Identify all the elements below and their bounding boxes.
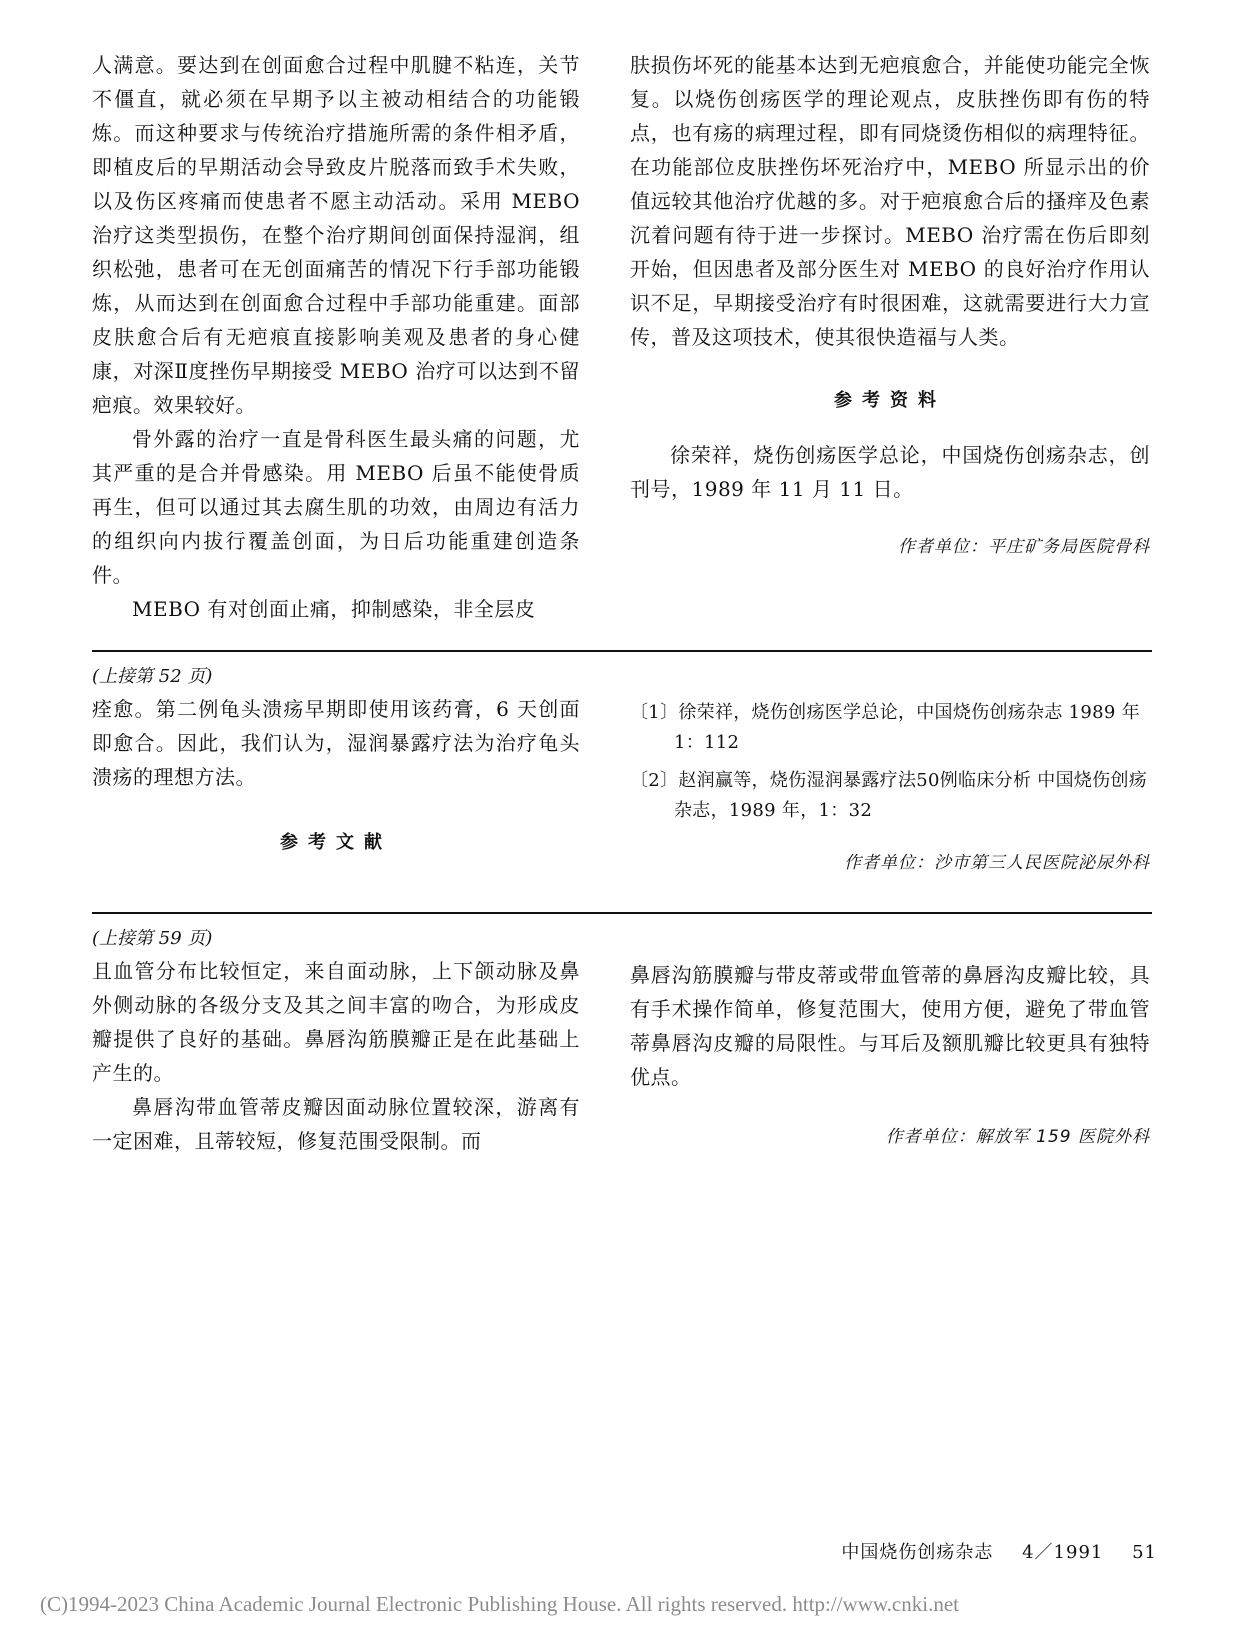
section3-right-column	[630, 958, 1150, 1147]
journal-name: 中国烧伤创疡杂志	[841, 1542, 994, 1563]
section2-left-column	[92, 662, 580, 854]
references-heading: 参考资料	[834, 390, 946, 411]
body-paragraph: 且血管分布比较恒定，来自面动脉，上下颌动脉及鼻外侧动脉的各级分支及其之间丰富的吻合，为形成皮瓣提供了良好的基础。鼻唇沟筋膜瓣正是在此基础上产生的。	[92, 959, 580, 1085]
page-footer	[819, 1538, 1157, 1564]
body-paragraph: 肤损伤坏死的能基本达到无疤痕愈合，并能使功能完全恢复。以烧伤创疡医学的理论观点，皮肤挫伤即有伤的特点，也有疡的病理过程，即有同烧烫伤相似的病理特征。在功能部位皮肤挫伤坏死治疗中，MEBO 所显示出的价值远较其他治疗优越的多。对于疤痕愈合后的搔痒及色素沉着问题有待于进一步探讨。MEBO 治疗需在伤后即刻开始，但因患者及部分医生对 MEBO 的良好治疗作用认识不足，早期接受治疗有时很困难，这就需要进行大力宣传，普及这项技术，使其很快造福与人类。	[630, 53, 1150, 349]
page-number: 51	[1132, 1542, 1157, 1563]
body-paragraph: 人满意。要达到在创面愈合过程中肌腱不粘连，关节不僵直，就必须在早期予以主被动相结合的功能锻炼。而这种要求与传统治疗措施所需的条件相矛盾，即植皮后的早期活动会导致皮片脱落而致手术失败，以及伤区疼痛而使患者不愿主动活动。采用 MEBO 治疗这类型损伤，在整个治疗期间创面保持湿润，组织松弛，患者可在无创面痛苦的情况下行手部功能锻炼，从而达到在创面愈合过程中手部功能重建。面部皮肤愈合后有无疤痕直接影响美观及患者的身心健康，对深Ⅱ度挫伤早期接受 MEBO 治疗可以达到不留疤痕。效果较好。	[92, 53, 580, 417]
body-paragraph: 鼻唇沟带血管蒂皮瓣因面动脉位置较深，游离有一定困难，且蒂较短，修复范围受限制。而	[92, 1095, 580, 1153]
body-paragraph: 骨外露的治疗一直是骨科医生最头痛的问题，尤其严重的是合并骨感染。用 MEBO 后虽不能使骨质再生，但可以通过其去腐生肌的功效，由周边有活力的组织向内拔行覆盖创面，为日后功能重建创造条件。	[92, 427, 580, 587]
copyright-watermark: (C)1994-2023 China Academic Journal Electronic Publishing House. All rights reserved. http://www.cnki.net	[40, 1592, 959, 1616]
continued-from-label: (上接第 52 页)	[92, 666, 213, 687]
section1-left-column	[92, 48, 580, 626]
issue-number: 4／1991	[1022, 1542, 1104, 1563]
section2-right-column	[630, 698, 1150, 873]
author-affiliation: 作者单位：平庄矿务局医院骨科	[898, 537, 1150, 557]
reference-text: 徐荣祥，烧伤创疡医学总论，中国烧伤创疡杂志，创刊号，1989 年 11 月 11 日。	[630, 443, 1150, 501]
body-paragraph: MEBO 有对创面止痛，抑制感染，非全层皮	[132, 597, 536, 621]
reference-item: 〔2〕赵润赢等，烧伤湿润暴露疗法50例临床分析 中国烧伤创疡杂志，1989 年，1：32	[630, 770, 1148, 821]
reference-item: 〔1〕徐荣祥，烧伤创疡医学总论，中国烧伤创疡杂志 1989 年 1：112	[630, 702, 1141, 753]
section3-left-column	[92, 924, 580, 1158]
author-affiliation: 作者单位：解放军 159 医院外科	[885, 1127, 1150, 1147]
author-affiliation: 作者单位：沙市第三人民医院泌尿外科	[844, 853, 1150, 873]
body-paragraph: 鼻唇沟筋膜瓣与带皮蒂或带血管蒂的鼻唇沟皮瓣比较，具有手术操作简单，修复范围大，使用方便，避免了带血管蒂鼻唇沟皮瓣的局限性。与耳后及额肌瓣比较更具有独特优点。	[630, 963, 1150, 1089]
body-paragraph: 痊愈。第二例龟头溃疡早期即使用该药膏，6 天创面即愈合。因此，我们认为，湿润暴露疗法为治疗龟头溃疡的理想方法。	[92, 697, 580, 789]
references-heading: 参考文献	[280, 832, 392, 853]
section-divider	[92, 650, 1152, 652]
section-divider	[92, 912, 1152, 914]
section1-right-column	[630, 48, 1150, 557]
continued-from-label: (上接第 59 页)	[92, 928, 213, 949]
